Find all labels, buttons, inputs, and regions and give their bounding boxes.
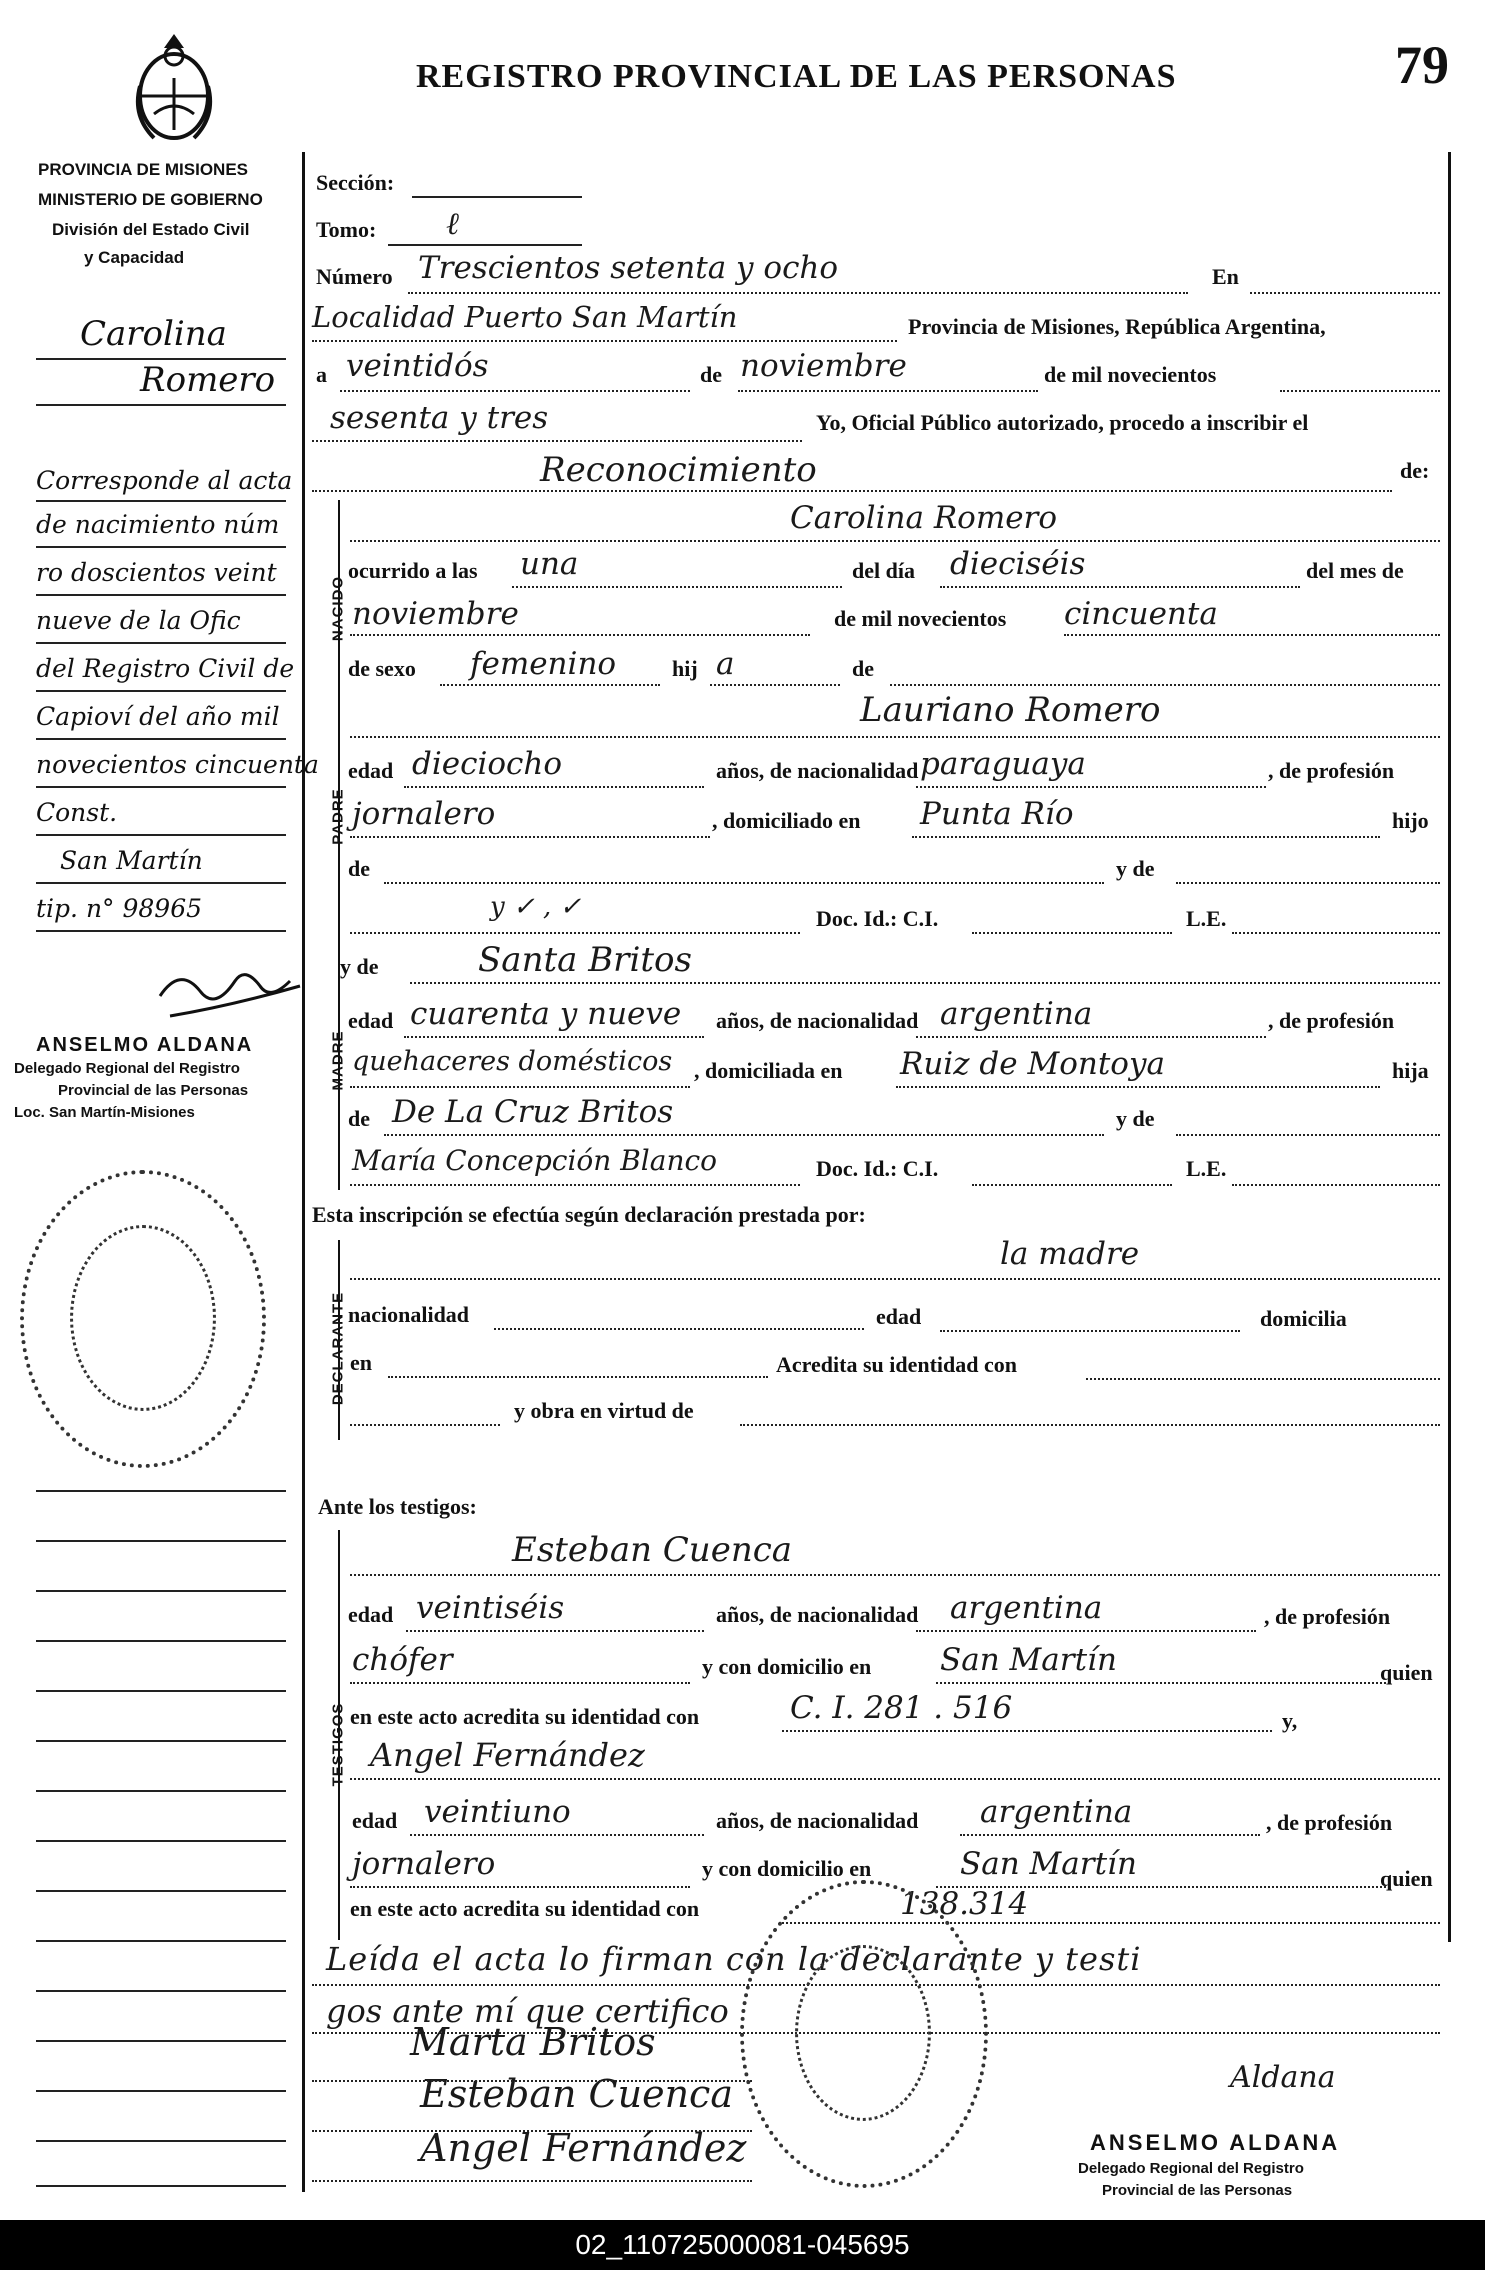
org-line-3: División del Estado Civil (52, 220, 250, 239)
page-number: 79 (1395, 35, 1449, 95)
testigo1-acredita-label: en este acto acredita su identidad con (350, 1704, 700, 1729)
testigo1-edad-value: veintiséis (416, 1590, 565, 1626)
margin-rule (36, 738, 286, 740)
madre-y-de-label: y de (340, 954, 379, 979)
margin-signature (150, 956, 320, 1036)
testigo2-edad-label: edad (352, 1808, 398, 1833)
declarante-intro-label: Esta inscripción se efectúa según declaración prestada por: (312, 1202, 866, 1227)
margin-rule (36, 1890, 286, 1892)
testigo1-prof-line (350, 1682, 690, 1684)
hij-line (710, 684, 840, 686)
testigo1-prof-value: chófer (352, 1642, 453, 1678)
declarante-obra-line (740, 1424, 1440, 1426)
madre-madre-value: María Concepción Blanco (352, 1144, 718, 1177)
declarante-acredita-label: Acredita su identidad con (776, 1352, 1018, 1377)
margin-name-line-2: Romero (140, 360, 276, 400)
margin-note-line: San Martín (60, 846, 203, 875)
madre-de-label: de (348, 1106, 370, 1131)
madre-nombre-line (410, 982, 1440, 984)
testigo1-nombre-line (350, 1574, 1440, 1576)
testigos-intro-label: Ante los testigos: (318, 1494, 477, 1519)
declarante-edad-label: edad (876, 1304, 922, 1329)
testigo2-acredita-label: en este acto acredita su identidad con (350, 1896, 700, 1921)
nacido-section-label: NACIDO (329, 575, 347, 642)
tomo-label: Tomo: (316, 217, 377, 242)
madre-doc-prefix-line (350, 1184, 800, 1186)
testigo1-nac-line (916, 1630, 1256, 1632)
nacido-de-label: de (852, 656, 874, 681)
ocurrido-label: ocurrido a las (348, 558, 478, 583)
sexo-label: de sexo (348, 656, 416, 681)
nacido-dia-line (940, 586, 1300, 588)
sexo-line (440, 684, 660, 686)
margin-rule (36, 546, 286, 548)
testigo2-prof-line (350, 1886, 690, 1888)
testigo2-dom-value: San Martín (960, 1846, 1137, 1882)
testigo1-dom-value: San Martín (940, 1642, 1117, 1678)
localidad-line (312, 340, 897, 342)
testigo2-nac-line (960, 1834, 1260, 1836)
signature-rule (312, 2080, 752, 2082)
padre-nac-value: paraguaya (920, 746, 1086, 782)
signature-rule (312, 2180, 752, 2182)
declarante-nombre-value: la madre (1000, 1236, 1140, 1272)
madre-ci-line (972, 1184, 1172, 1186)
anio-line (312, 440, 802, 442)
declarante-edad-line (940, 1330, 1240, 1332)
margin-note-line: tip. n° 98965 (36, 894, 203, 923)
margin-name-line-1: Carolina (80, 314, 227, 354)
testigo1-edad-label: edad (348, 1602, 394, 1627)
margin-rule (36, 2040, 286, 2042)
hij-value: a (716, 646, 735, 682)
nacido-dia-value: dieciséis (950, 546, 1086, 582)
testigo1-nac-value: argentina (950, 1590, 1103, 1626)
margin-rule (36, 882, 286, 884)
testigo1-dom-label: y con domicilio en (702, 1654, 872, 1679)
testigo2-edad-value: veintiuno (424, 1794, 571, 1830)
testigo2-nombre-line (350, 1778, 1440, 1780)
mil-line (1280, 390, 1440, 392)
dia-value: veintidós (346, 348, 489, 384)
nacido-mes-value: noviembre (352, 596, 519, 632)
testigo1-dom-line (936, 1682, 1386, 1684)
testigo2-nombre-value: Angel Fernández (370, 1736, 645, 1774)
margin-rule (36, 2090, 286, 2092)
right-frame-line (1448, 152, 1451, 1942)
provincia-label: Provincia de Misiones, República Argentina, (908, 314, 1326, 339)
padre-yde-line (1176, 882, 1440, 884)
madre-nombre-value: Santa Britos (478, 940, 692, 980)
signature-testigo-2: Angel Fernández (420, 2126, 747, 2170)
document-title: REGISTRO PROVINCIAL DE LAS PERSONAS (416, 58, 1177, 95)
declarante-nombre-line (350, 1278, 1440, 1280)
en-line (1250, 292, 1440, 294)
tomo-line (388, 244, 582, 246)
testigo2-nac-value: argentina (980, 1794, 1133, 1830)
margin-rule (36, 690, 286, 692)
margin-note-line: novecientos cincuenta (36, 750, 319, 779)
closing-official-name: ANSELMO ALDANA (1090, 2130, 1341, 2155)
tomo-value: ℓ (446, 206, 459, 242)
padre-prof-value: jornalero (352, 796, 496, 832)
del-mes-label: del mes de (1306, 558, 1404, 583)
testigo1-nac-label: años, de nacionalidad (716, 1602, 919, 1627)
mes-value: noviembre (740, 348, 907, 384)
padre-yde-label: y de (1116, 856, 1155, 881)
madre-edad-value: cuarenta y nueve (410, 996, 682, 1032)
tipo-value: Reconocimiento (540, 450, 817, 490)
closing-official-role: Delegado Regional del Registro (1078, 2160, 1304, 2177)
tipo-line (312, 490, 1392, 492)
margin-rule (36, 834, 286, 836)
padre-prof-line (350, 836, 710, 838)
official-seal-stamp-bottom-inner (795, 1945, 931, 2121)
madre-edad-label: edad (348, 1008, 394, 1033)
declarante-en-line (388, 1376, 768, 1378)
sexo-value: femenino (470, 646, 617, 682)
mes-line (738, 390, 1038, 392)
org-line-2: MINISTERIO DE GOBIERNO (38, 190, 263, 209)
testigo1-doc-value: C. I. 281 . 516 (790, 1690, 1013, 1726)
madre-doc-label: Doc. Id.: C.I. (816, 1156, 939, 1181)
margin-note-line: Corresponde al acta (36, 466, 293, 495)
declarante-en-label: en (350, 1350, 372, 1375)
localidad-value: Localidad Puerto San Martín (312, 300, 738, 334)
madre-dom-line (896, 1086, 1380, 1088)
madre-nac-line (916, 1036, 1266, 1038)
madre-padre-value: De La Cruz Britos (392, 1094, 674, 1130)
testigo1-nombre-value: Esteban Cuenca (512, 1530, 793, 1570)
testigos-section-label: TESTIGOS (329, 1702, 347, 1787)
testigo1-quien-label: quien (1380, 1660, 1433, 1685)
anio-value: sesenta y tres (330, 400, 549, 436)
testigo2-quien-label: quien (1380, 1866, 1433, 1891)
margin-rule (36, 1840, 286, 1842)
hora-value: una (520, 546, 579, 582)
margin-rule (36, 594, 286, 596)
margin-official-org: Provincial de las Personas (58, 1082, 249, 1099)
madre-section-label: MADRE (329, 1030, 347, 1091)
margin-rule (36, 1590, 286, 1592)
testigo2-doc-value: 138.314 (900, 1886, 1029, 1922)
margin-rule (36, 642, 286, 644)
margin-note-line: nueve de la Ofic (36, 606, 241, 635)
declarante-nac-line (494, 1328, 864, 1330)
numero-label: Número (316, 264, 393, 289)
madre-de-line (384, 1134, 1104, 1136)
margin-note-line: Capioví del año mil (36, 702, 280, 731)
madre-yde-line (1176, 1134, 1440, 1136)
margin-rule (36, 1490, 286, 1492)
coat-of-arms-emblem (128, 26, 220, 152)
nacido-mes-line (350, 634, 810, 636)
margin-rule (36, 500, 286, 502)
declarante-acredita-line (1086, 1378, 1440, 1380)
numero-value: Trescientos setenta y ocho (418, 250, 839, 286)
hora-line (512, 586, 842, 588)
testigo1-prof-label: , de profesión (1264, 1604, 1391, 1629)
madre-prof-label: , de profesión (1268, 1008, 1395, 1033)
padre-hijo-label: hijo (1392, 808, 1429, 833)
declarante-obra-label: y obra en virtud de (514, 1398, 694, 1423)
margin-official-place: Loc. San Martín-Misiones (14, 1104, 195, 1121)
document-id-footer: 02_110725000081-045695 (0, 2220, 1485, 2270)
testigo2-edad-line (410, 1834, 704, 1836)
nacido-nombre-value: Carolina Romero (790, 500, 1058, 536)
testigo2-prof-label: , de profesión (1266, 1810, 1393, 1835)
madre-le-label: L.E. (1186, 1156, 1227, 1181)
padre-edad-value: dieciocho (412, 746, 563, 782)
nacido-anio-line (1064, 634, 1440, 636)
testigo2-prof-value: jornalero (352, 1846, 496, 1882)
oficial-label: Yo, Oficial Público autorizado, procedo a inscribir el (816, 410, 1309, 435)
nacido-mil-label: de mil novecientos (834, 606, 1007, 631)
padre-doc-value: y ✓ , ✓ (490, 892, 582, 922)
mil-novecientos-label: de mil novecientos (1044, 362, 1217, 387)
padre-le-label: L.E. (1186, 906, 1227, 931)
margin-rule (36, 1790, 286, 1792)
official-seal-stamp-inner (70, 1225, 216, 1411)
nacido-anio-value: cincuenta (1064, 596, 1218, 632)
padre-nombre-value: Lauriano Romero (860, 690, 1161, 730)
closing-line-2: gos ante mí que certifico (326, 1992, 729, 2030)
padre-dom-line (912, 836, 1380, 838)
margin-rule (36, 1940, 286, 1942)
testigo1-y-label: y, (1282, 1708, 1298, 1733)
madre-nac-label: años, de nacionalidad (716, 1008, 919, 1033)
testigo1-doc-line (782, 1730, 1272, 1732)
margin-note-line: ro doscientos veint (36, 558, 277, 587)
padre-section-label: PADRE (329, 788, 347, 845)
padre-de-label: de (348, 856, 370, 881)
margin-rule (36, 1990, 286, 1992)
margin-rule (36, 2140, 286, 2142)
padre-nac-line (916, 786, 1266, 788)
declarante-obra-prefix-line (350, 1424, 500, 1426)
margin-rule (36, 1540, 286, 1542)
margin-rule (36, 404, 286, 406)
nacido-nombre-line (350, 540, 1440, 542)
margin-rule (36, 1640, 286, 1642)
madre-nac-value: argentina (940, 996, 1093, 1032)
madre-dom-label: , domiciliada en (694, 1058, 843, 1083)
numero-line (408, 292, 1188, 294)
padre-dom-value: Punta Río (920, 796, 1074, 832)
de-colon-label: de: (1400, 458, 1430, 483)
seccion-label: Sección: (316, 170, 395, 195)
madre-hija-label: hija (1392, 1058, 1429, 1083)
madre-prof-value: quehaceres domésticos (352, 1046, 673, 1077)
padre-edad-label: edad (348, 758, 394, 783)
org-line-4: y Capacidad (84, 248, 185, 267)
nacido-de-line (890, 684, 1440, 686)
declarante-nac-label: nacionalidad (348, 1302, 470, 1327)
margin-note-line: de nacimiento núm (36, 510, 280, 539)
signature-madre: Marta Britos (410, 2020, 656, 2064)
margin-note-line: del Registro Civil de (36, 654, 295, 683)
margin-rule (36, 930, 286, 932)
testigo1-edad-line (406, 1630, 704, 1632)
del-dia-label: del día (852, 558, 915, 583)
seccion-line (412, 196, 582, 198)
signature-testigo-1: Esteban Cuenca (420, 2072, 733, 2116)
padre-de-line (384, 882, 1104, 884)
declarante-section-label: DECLARANTE (329, 1291, 347, 1406)
hij-label: hij (672, 656, 698, 681)
padre-prof-label: , de profesión (1268, 758, 1395, 783)
padre-doc-label: Doc. Id.: C.I. (816, 906, 939, 931)
margin-official-role: Delegado Regional del Registro (14, 1060, 240, 1077)
margin-note-line: Const. (36, 798, 118, 827)
a-label: a (316, 362, 327, 387)
madre-le-line (1232, 1184, 1440, 1186)
closing-official-org: Provincial de las Personas (1102, 2182, 1293, 2199)
margin-rule (36, 1740, 286, 1742)
closing-line-1: Leída el acta lo firman con la declarante y testi (326, 1940, 1142, 1978)
org-line-1: PROVINCIA DE MISIONES (38, 160, 249, 179)
signature-rule (312, 2130, 752, 2132)
padre-ci-line (972, 932, 1172, 934)
margin-rule (36, 2185, 286, 2187)
padre-le-line (1232, 932, 1440, 934)
declarante-dom-label: domicilia (1260, 1306, 1347, 1331)
signature-oficial: Aldana (1230, 2060, 1336, 2095)
margin-rule (36, 1690, 286, 1692)
testigo2-dom-label: y con domicilio en (702, 1856, 872, 1881)
padre-edad-line (404, 786, 704, 788)
en-label: En (1212, 264, 1239, 289)
margin-official-name: ANSELMO ALDANA (36, 1034, 254, 1056)
padre-nac-label: años, de nacionalidad (716, 758, 919, 783)
testigo2-nac-label: años, de nacionalidad (716, 1808, 919, 1833)
madre-dom-value: Ruiz de Montoya (900, 1046, 1165, 1082)
de-label: de (700, 362, 722, 387)
madre-prof-line (350, 1086, 690, 1088)
dia-line (340, 390, 690, 392)
padre-dom-label: , domiciliado en (712, 808, 861, 833)
madre-yde-label: y de (1116, 1106, 1155, 1131)
madre-edad-line (404, 1036, 704, 1038)
padre-doc-prefix-line (350, 932, 800, 934)
margin-rule (36, 786, 286, 788)
padre-nombre-line (350, 736, 1440, 738)
left-frame-line (302, 152, 305, 2192)
